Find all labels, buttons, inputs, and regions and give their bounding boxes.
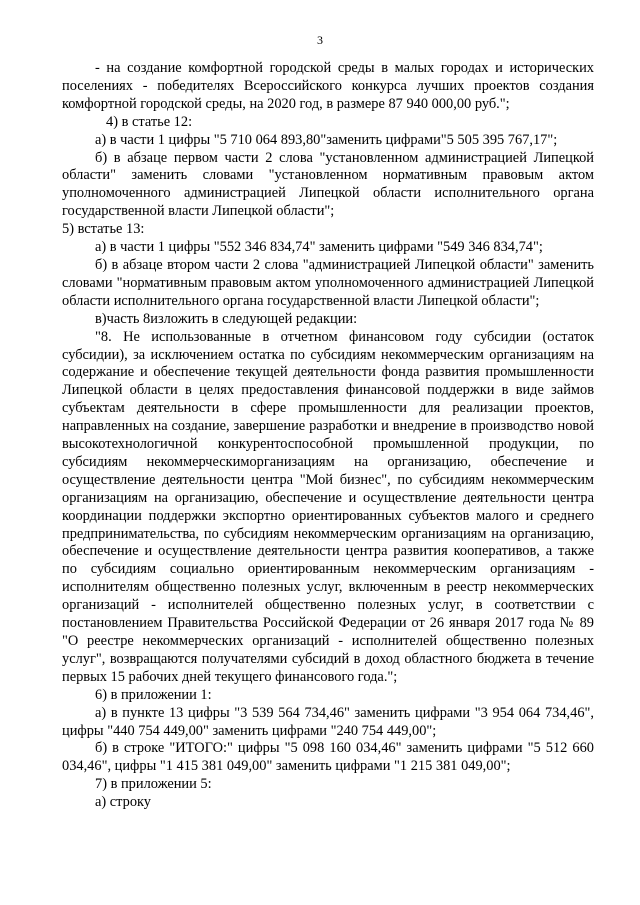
page-number: 3 <box>317 33 323 47</box>
paragraph-appendix-5-a: а) строку <box>95 794 152 811</box>
paragraph-article-13-b: б) в абзаце втором части 2 слова "администрацией Липецкой области" заменить словами "нормативным правовым актом уполномоченного администрацией Липецкой области исполнительного органа государственной власти Липецкой области"; <box>62 256 594 309</box>
paragraph-part-8-text: "8. Не использованные в отчетном финансовом году субсидии (остаток субсидии), за исключением остатка по субсидиям некоммерческим организациям на содержание и обеспечение текущей деятельности фонда развития промышленности Липецкой области в целях предоставления финансовой поддержки в виде займов субъектам деятельности в сфере промышленности для реализации проектов, направленных на создание, завершение разработки и внедрение в производство новой высокотехнологичной конкурентоспособной промышленной продукции, по субсидиям некоммерческиморганизациям на организацию, обеспечение и осуществление деятельности центра "Мой бизнес", по субсидиям некоммерческим организациям на организацию, обеспечение и осуществление деятельности центра координации поддержки экспортно ориентированных субъектов малого и среднего предпринимательства, по субсидиям некоммерческим организациям на организацию, обеспечение и осуществление деятельности центра развития кооперативов, а также по субсидиям социально ориентированным некоммерческим организациям - исполнителям общественно полезных услуг, включенным в реестр некоммерческих организаций - исполнителей общественно полезных услуг, в соответствии с постановлением Правительства Российской Федерации от 26 января 2017 года № 89 "О реестре некоммерческих организаций - исполнителей общественно полезных услуг", возвращаются получателями субсидий в доход областного бюджета в течение первых 15 рабочих дней текущего финансового года."; <box>62 328 594 685</box>
document-body <box>62 60 594 812</box>
paragraph-appendix-1-a: а) в пункте 13 цифры "3 539 564 734,46" заменить цифрами "3 954 064 734,46", цифры "440 754 449,00" заменить цифрами "240 754 449,00"; <box>62 704 594 739</box>
paragraph-article-13-c: в)часть 8изложить в следующей редакции: <box>95 310 358 327</box>
paragraph-article-12-a: а) в части 1 цифры "5 710 064 893,80"заменить цифрами"5 505 395 767,17"; <box>95 131 558 148</box>
paragraph-article-12-heading: 4) в статье 12: <box>106 113 193 130</box>
paragraph-appendix-1-heading: 6) в приложении 1: <box>95 686 212 703</box>
paragraph-article-13-a: а) в части 1 цифры "552 346 834,74" заменить цифрами "549 346 834,74"; <box>95 239 543 256</box>
paragraph-appendix-1-b: б) в строке "ИТОГО:" цифры "5 098 160 034,46" заменить цифрами "5 512 660 034,46", цифры "1 415 381 049,00" заменить цифрами "1 215 381 049,00"; <box>62 740 594 775</box>
paragraph-appendix-5-heading: 7) в приложении 5: <box>95 776 212 793</box>
paragraph-article-12-b: б) в абзаце первом части 2 слова "установленном администрацией Липецкой области" заменить словами "установленном нормативным правовым актом уполномоченного администрацией Липецкой области исполнительного органа государственной власти Липецкой области"; <box>62 149 594 220</box>
paragraph-comfortable-urban-environment: - на создание комфортной городской среды в малых городах и исторических поселениях - победителях Всероссийского конкурса лучших проектов создания комфортной городской среды, на 2020 год, в размере 87 940 000,00 руб."; <box>62 60 594 112</box>
paragraph-article-13-heading: 5) встатье 13: <box>62 221 145 238</box>
